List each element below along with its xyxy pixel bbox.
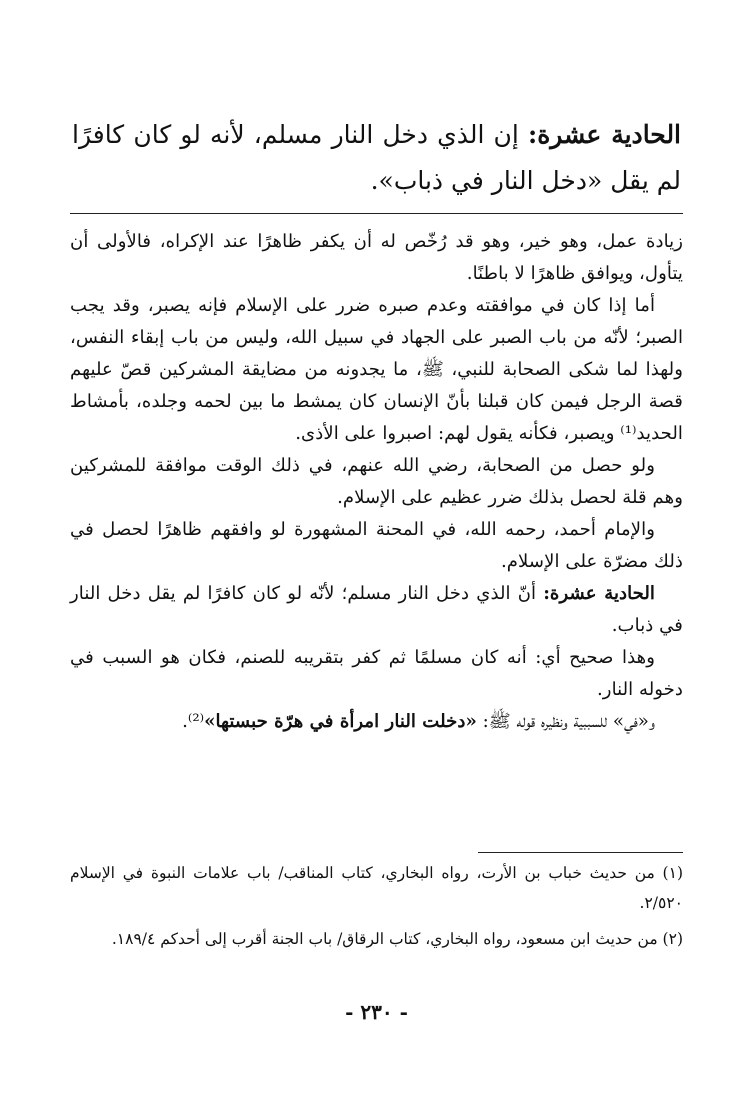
page-number: - ٢٣٠ - bbox=[345, 1000, 408, 1024]
paragraph: زيادة عمل، وهو خير، وهو قد رُخّص له أن يكفر ظاهرًا عند الإكراه، فالأولى أن يتأول، ويوافق ظاهرًا لا باطنًا. bbox=[70, 231, 683, 284]
footnote-divider bbox=[478, 852, 683, 853]
paragraph: وهذا صحيح أي: أنه كان مسلمًا ثم كفر بتقريبه للصنم، فكان هو السبب في دخوله النار. bbox=[70, 647, 683, 700]
footnotes bbox=[70, 858, 683, 960]
footnote: (٢) من حديث ابن مسعود، رواه البخاري، كتاب الرقاق/ باب الجنة أقرب إلى أحدكم ١٨٩/٤. bbox=[111, 930, 683, 948]
footnote: (١) من حديث خباب بن الأرت، رواه البخاري، كتاب المناقب/ باب علامات النبوة في الإسلام ٢/٥٢٠. bbox=[70, 864, 683, 912]
paragraph: ولو حصل من الصحابة، رضي الله عنهم، في ذلك الوقت موافقة للمشركين وهم قلة لحصل بذلك ضرر عظيم على الإسلام. bbox=[70, 455, 683, 508]
hadith-quote: «دخلت النار امرأة في هرّة حبستها» bbox=[204, 711, 477, 732]
paragraph: أما إذا كان في موافقته وعدم صبره ضرر على الإسلام فإنه يصبر، وقد يجب الصبر؛ لأنّه من باب الصبر على الجهاد في سبيل الله، وليس من باب إبقاء النفس، ولهذا لما شكى الصحابة للنبي، ﷺ، ما يجدونه من مضايقة المشركين قصّ عليهم قصة الرجل فيمن كان قبلنا بأنّ الإنسان كان يمشط ما بين لحمه وجلده، بأمشاط الحديد⁽¹⁾ ويصبر، فكأنه يقول لهم: اصبروا على الأذى. bbox=[70, 295, 683, 444]
heading-label: الحادية عشرة: bbox=[527, 120, 682, 149]
paragraph-text: أنّ الذي دخل النار مسلم؛ لأنّه لو كان كافرًا لم يقل دخل النار في ذباب. bbox=[70, 583, 683, 636]
paragraph bbox=[70, 706, 683, 738]
footnote-marker: ⁽²⁾. bbox=[182, 711, 205, 732]
paragraph bbox=[70, 578, 683, 642]
heading-divider bbox=[70, 213, 683, 214]
heading-text: إن الذي دخل النار مسلم، لأنه لو كان كافرًا لم يقل «دخل النار في ذباب». bbox=[72, 120, 681, 195]
section-label: الحادية عشرة: bbox=[543, 583, 655, 604]
page-heading bbox=[72, 112, 681, 204]
paragraph-text: و«في» للسببية ونظيره قوله ﷺ: bbox=[476, 711, 655, 732]
body-text bbox=[70, 226, 683, 738]
paragraph: والإمام أحمد، رحمه الله، في المحنة المشهورة لو وافقهم ظاهرًا لحصل في ذلك مضرّة على الإسلام. bbox=[70, 519, 683, 572]
